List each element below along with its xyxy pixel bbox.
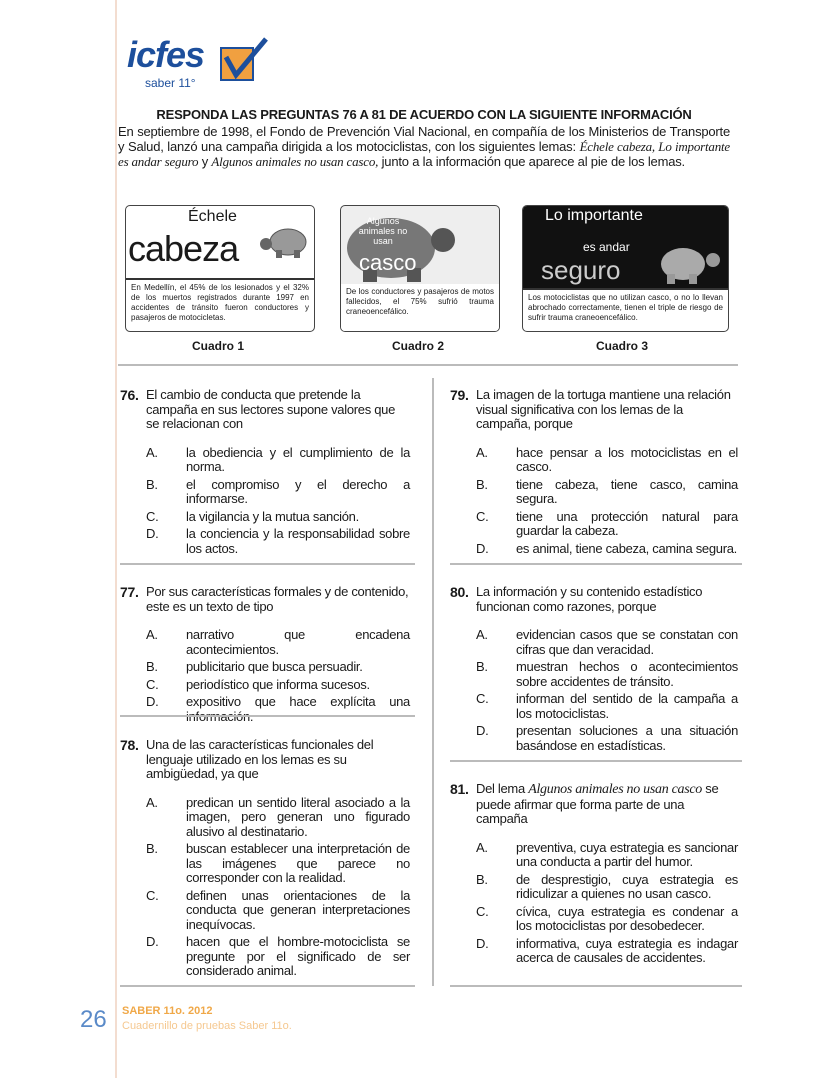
option-text: definen unas orientaciones de la conducta que generan interpretaciones inequívocas. <box>186 887 410 932</box>
question-78 <box>120 738 410 982</box>
option <box>120 628 410 657</box>
cuadro-2 <box>340 205 500 332</box>
option-letter: D. <box>146 694 159 709</box>
cuadro-art <box>341 206 499 284</box>
stem-text: se puede afirmar que forma parte de una campaña <box>476 781 719 826</box>
option-text: cívica, cuya estrategia es condenar a los motociclistas por desobedecer. <box>516 903 738 933</box>
option-text: el compromiso y el derecho a informarse. <box>186 476 410 506</box>
option <box>120 478 410 507</box>
logo-word: icfes <box>127 34 205 75</box>
option-letter: A. <box>146 627 158 642</box>
question-stem: La información y su contenido estadístico funcionan como razones, porque <box>476 584 703 614</box>
option-letter: C. <box>476 508 489 524</box>
option-text: publicitario que busca persuadir. <box>186 659 363 674</box>
lema: Algunos animales no usan casco <box>528 782 702 797</box>
divider <box>118 364 738 366</box>
option-text: narrativo que encadena acontecimientos. <box>186 627 410 657</box>
option-letter: B. <box>476 871 488 887</box>
divider <box>120 715 415 717</box>
option-letter: D. <box>476 540 489 556</box>
art-text: es andar <box>583 240 630 254</box>
option-text: expositivo que hace explícita una <box>186 694 410 709</box>
option-letter: A. <box>476 627 488 642</box>
option <box>450 841 738 870</box>
lema: Échele cabeza, Lo importante es andar seguro <box>118 139 730 169</box>
question-stem: Por sus características formales y de contenido, este es un texto de tipo <box>146 584 409 614</box>
option <box>450 660 738 689</box>
cuadro-caption: Los motociclistas que no utilizan casco, o no lo llevan abrochado correctamente, tienen el triple de riesgo de sufrir trauma craneoencefálico. <box>528 293 723 322</box>
question-number: 81. <box>450 781 469 797</box>
option <box>120 678 410 693</box>
divider <box>120 563 415 565</box>
checkmark-icon <box>220 35 270 81</box>
option-letter: C. <box>146 887 159 903</box>
cuadro-label: Cuadro 3 <box>595 339 648 353</box>
option-letter: B. <box>146 476 158 492</box>
question-stem <box>476 782 738 827</box>
option <box>450 937 738 966</box>
divider <box>450 563 742 565</box>
option-letter: B. <box>476 476 488 492</box>
option-text: informan del sentido de la campaña a los motociclistas. <box>516 691 738 721</box>
question-stem: La imagen de la tortuga mantiene una relación visual significativa con los lemas de la campaña, porque <box>476 387 731 431</box>
option-text: la vigilancia y la mutua sanción. <box>186 508 359 524</box>
option <box>120 889 410 933</box>
footer-title: SABER 11o. 2012 <box>122 1005 213 1017</box>
option-letter: A. <box>146 794 158 810</box>
cuadro-caption: De los conductores y pasajeros de motos fallecidos, el 75% sufrió trauma craneoencefálico. <box>341 284 499 332</box>
option <box>450 510 738 539</box>
option <box>120 695 410 724</box>
intro-text: y <box>198 154 212 169</box>
option-letter: C. <box>146 508 159 524</box>
option <box>450 905 738 934</box>
option-letter: C. <box>476 903 489 919</box>
option-letter: B. <box>476 659 488 674</box>
option-text: tiene una protección natural para guardar la cabeza. <box>516 508 738 538</box>
cuadro-art <box>523 206 728 290</box>
cuadro-1 <box>125 205 315 332</box>
option-text: evidencian casos que se constatan con cifras que dan veracidad. <box>516 627 738 657</box>
option-text: es animal, tiene cabeza, camina segura. <box>516 540 737 556</box>
question-77 <box>120 585 410 727</box>
question-stem: Una de las características funcionales del lenguaje utilizado en los lemas es su ambigüedad, ya que <box>146 737 374 781</box>
option-letter: A. <box>476 839 488 855</box>
option-text: muestran hechos o acontecimientos sobre accidentes de tránsito. <box>516 659 738 689</box>
option-letter: C. <box>146 676 159 692</box>
question-81 <box>450 782 738 969</box>
option <box>120 842 410 886</box>
margin-line <box>115 0 117 1078</box>
option <box>450 692 738 721</box>
question-number: 78. <box>120 737 139 753</box>
column-divider <box>432 378 434 986</box>
option <box>450 724 738 753</box>
option-letter: C. <box>476 691 489 706</box>
option-letter: B. <box>146 841 158 856</box>
option-letter: B. <box>146 659 158 674</box>
option-letter: A. <box>146 444 158 460</box>
option-letter: D. <box>476 723 489 738</box>
option-text: hacen que el hombre-motociclista se pregunte por el significado de ser considerado animal. <box>186 934 410 978</box>
question-number: 79. <box>450 387 469 403</box>
art-text: casco <box>359 250 417 275</box>
question-76 <box>120 388 410 559</box>
option-text: informativa, cuya estrategia es indagar acerca de causales de accidentes. <box>516 935 738 965</box>
option-text: predican un sentido literal asociado a la imagen, pero generan uno figurado alusivo al destinatario. <box>186 794 410 839</box>
option-letter: D. <box>146 934 159 949</box>
icfes-logo <box>125 35 275 95</box>
option-text: presentan soluciones a una situación basándose en estadísticas. <box>516 723 738 753</box>
turtle-icon <box>258 224 308 258</box>
option <box>120 510 410 525</box>
cuadro-art <box>126 206 314 280</box>
art-text: seguro <box>541 255 621 285</box>
logo-sub: saber 11° <box>145 76 196 90</box>
option-text: la obediencia y el cumplimiento de la norma. <box>186 444 410 474</box>
stem-text: Del lema <box>476 781 529 796</box>
cuadro-label: Cuadro 1 <box>191 339 244 353</box>
divider <box>450 985 742 987</box>
option <box>450 446 738 475</box>
option <box>120 660 410 675</box>
question-80 <box>450 585 738 756</box>
option-text: preventiva, cuya estrategia es sancionar una conducta a partir del humor. <box>516 839 738 869</box>
option-text: tiene cabeza, tiene casco, camina segura. <box>516 476 738 506</box>
art-text: cabeza <box>128 228 239 269</box>
question-number: 77. <box>120 584 139 600</box>
question-79 <box>450 388 738 559</box>
question-number: 76. <box>120 387 139 403</box>
cuadro-caption: En Medellín, el 45% de los lesionados y el 32% de los muertos registrados durante 1997 en accidentes de tránsito fueron conductores y pasajeros de motocicletas. <box>131 283 309 322</box>
option <box>450 873 738 902</box>
option-letter: D. <box>146 526 159 541</box>
question-number: 80. <box>450 584 469 600</box>
art-text: Échele <box>188 208 237 225</box>
option <box>120 796 410 840</box>
intro <box>118 107 730 169</box>
question-stem: El cambio de conducta que pretende la campaña en sus lectores supone valores que se relacionan con <box>146 387 396 431</box>
footer-divider <box>115 1000 117 1040</box>
option <box>120 527 410 556</box>
footer-subtitle: Cuadernillo de pruebas Saber 11o. <box>122 1020 292 1032</box>
lema: Algunos animales no usan casco, <box>211 154 379 169</box>
option-letter: D. <box>476 935 489 951</box>
art-text: Algunos animales no usan <box>358 216 408 246</box>
option <box>120 935 410 979</box>
divider <box>450 760 742 762</box>
option <box>450 478 738 507</box>
option-text: hace pensar a los motociclistas en el casco. <box>516 444 738 474</box>
page-number: 26 <box>80 1006 107 1033</box>
divider <box>120 985 415 987</box>
option-text: la conciencia y la responsabilidad sobre los actos. <box>186 526 410 556</box>
option <box>120 446 410 475</box>
option <box>450 542 738 557</box>
intro-text: junto a la información que aparece al pie de los lemas. <box>378 154 685 169</box>
turtle-icon <box>653 242 723 286</box>
intro-text: En septiembre de 1998, el Fondo de Prevención Vial Nacional, en compañía de los Ministerios de Transporte y Salud, lanzó una campaña dirigida a los motociclistas, con los siguientes lemas: <box>118 124 730 154</box>
cuadro-3 <box>522 205 729 332</box>
cuadro-label: Cuadro 2 <box>391 339 444 353</box>
option-letter: A. <box>476 444 488 460</box>
option-text: de desprestigio, cuya estrategia es ridiculizar a quienes no usan casco. <box>516 871 738 901</box>
option <box>450 628 738 657</box>
option-text: periodístico que informa sucesos. <box>186 676 370 692</box>
art-text: Lo importante <box>545 207 643 224</box>
section-heading: RESPONDA LAS PREGUNTAS 76 A 81 DE ACUERDO CON LA SIGUIENTE INFORMACIÓN <box>156 107 692 122</box>
option-text: buscan establecer una interpretación de las imágenes que parece no corresponder con la realidad. <box>186 841 410 885</box>
